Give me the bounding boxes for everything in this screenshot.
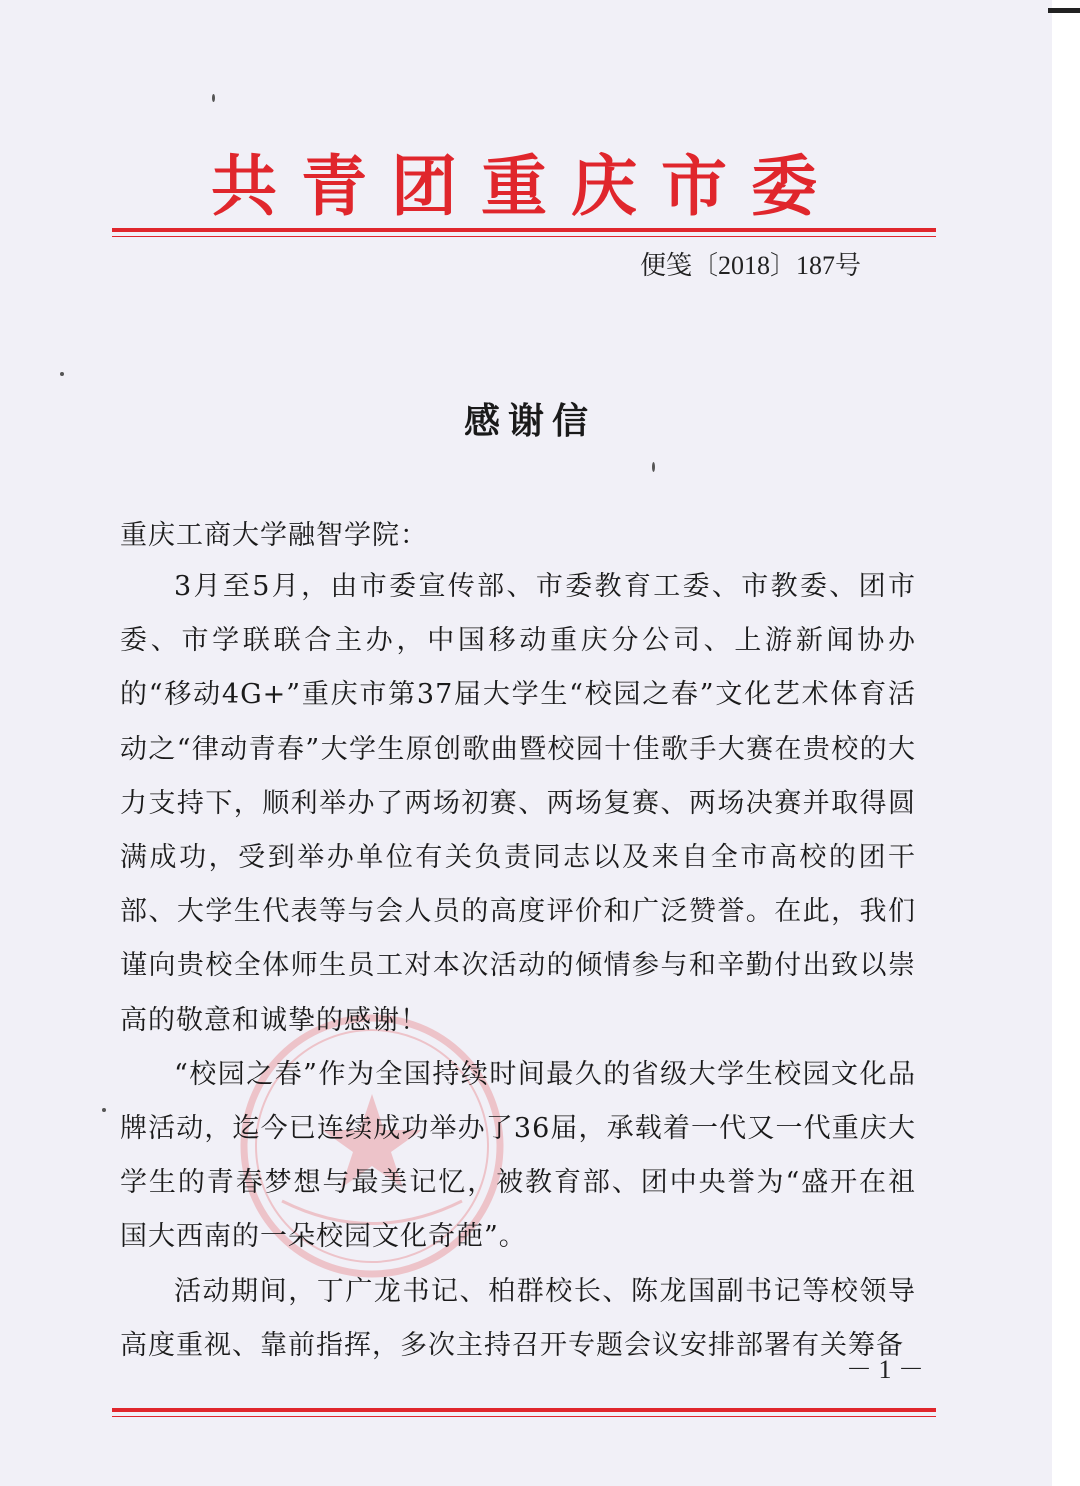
footer-red-rule: [112, 1408, 936, 1412]
paragraph-3: 活动期间，丁广龙书记、柏群校长、陈龙国副书记等校领导高度重视、靠前指挥，多次主持召开专题会议安排部署有关筹备: [120, 1275, 916, 1361]
header-red-rule: [112, 228, 936, 232]
letter-salutation: 重庆工商大学融智学院：: [120, 520, 428, 551]
paragraph-1: 3月至5月，由市委宣传部、市委教育工委、市教委、团市委、市学联联合主办，中国移动重庆分公司、上游新闻协办的“移动4G+”重庆市第37届大学生“校园之春”文化艺术体育活动之“律动青春”大学生原创歌曲暨校园十佳歌手大赛在贵校的大力支持下，顺利举办了两场初赛、两场复赛、两场决赛并取得圆满成功，受到举办单位有关负责同志以及来自全市高校的团干部、大学生代表等与会人员的高度评价和广泛赞誉。在此，我们谨向贵校全体师生员工对本次活动的倾情参与和辛勤付出致以崇高的敬意和诚挚的感谢！: [120, 571, 916, 1036]
page-number: － 1 －: [846, 1355, 925, 1384]
paragraph-2: “校园之春”作为全国持续时间最久的省级大学生校园文化品牌活动，迄今已连续成功举办了36届，承载着一代又一代重庆大学生的青春梦想与最美记忆，被教育部、团中央誉为“盛开在祖国大西南的一朵校园文化奇葩”。: [120, 1058, 916, 1253]
header-red-rule-thin: [112, 236, 936, 237]
scan-speck: [652, 462, 655, 472]
scan-speck: [212, 94, 215, 102]
footer-red-rule-thin: [112, 1416, 936, 1417]
letter-title: 感谢信: [463, 401, 596, 442]
scan-margin: [1052, 0, 1080, 1486]
organization-header: 共青团重庆市委: [211, 147, 841, 225]
scan-speck: [102, 1108, 106, 1112]
scan-corner-mark: [1048, 8, 1080, 13]
document-number: 便笺〔2018〕187号: [640, 251, 862, 280]
scan-speck: [60, 372, 64, 376]
letter-body: [120, 560, 916, 1373]
